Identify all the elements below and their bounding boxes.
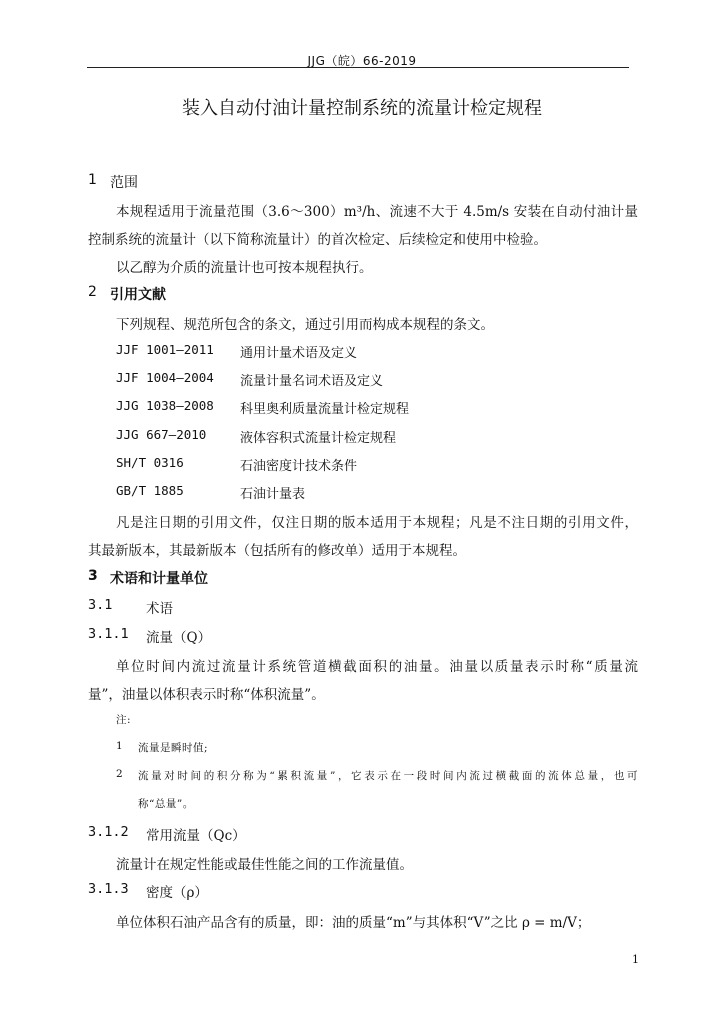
reference-title: 液体容积式流量计检定规程 <box>240 431 397 446</box>
reference-title: 通用计量术语及定义 <box>240 346 358 361</box>
section-1-heading: 范围 <box>110 175 138 191</box>
header-divider <box>87 67 629 68</box>
section-2-intro: 下列规程、规范所包含的条文，通过引用而构成本规程的条文。 <box>116 317 494 333</box>
note-2-text-line-2: 称“总量”。 <box>138 798 194 810</box>
section-2-number: 2 <box>88 284 97 300</box>
document-title: 装入自动付油计量控制系统的流量计检定规程 <box>182 98 542 119</box>
reference-code: SH/T 0316 <box>116 455 184 470</box>
section-3-1-heading: 术语 <box>146 601 173 617</box>
section-3-1-1-number: 3.1.1 <box>88 626 129 642</box>
section-3-1-1-definition-line-2: 量”，油量以体积表示时称“体积流量”。 <box>88 687 325 703</box>
section-3-1-3-definition: 单位体积石油产品含有的质量，即：油的质量“m”与其体积“V”之比 ρ = m/V； <box>116 915 591 931</box>
reference-code: JJG 667—2010 <box>116 427 207 442</box>
note-2-text-line-1: 流量对时间的积分称为“累积流量”，它表示在一段时间内流过横截面的流体总量，也可 <box>138 770 638 782</box>
section-3-1-3-heading: 密度（ρ） <box>146 885 208 901</box>
section-2-dating-note-line-2: 其最新版本，其最新版本（包括所有的修改单）适用于本规程。 <box>88 543 466 559</box>
note-1-text: 流量是瞬时值; <box>138 742 209 754</box>
section-3-1-2-number: 3.1.2 <box>88 824 129 840</box>
section-2-dating-note-line-1: 凡是注日期的引用文件，仅注日期的版本适用于本规程；凡是不注日期的引用文件， <box>116 515 638 531</box>
section-1-paragraph-2: 以乙醇为介质的流量计也可按本规程执行。 <box>116 260 373 276</box>
section-3-1-1-definition-line-1: 单位时间内流过流量计系统管道横截面积的油量。油量以质量表示时称“质量流 <box>116 659 638 675</box>
reference-code: JJF 1004—2004 <box>116 370 214 385</box>
note-2-number: 2 <box>116 768 124 780</box>
section-3-1-1-heading: 流量（Q） <box>146 630 212 646</box>
section-1-paragraph-line-2: 控制系统的流量计（以下简称流量计）的首次检定、后续检定和使用中检验。 <box>88 232 547 248</box>
note-label: 注: <box>116 714 132 726</box>
section-3-1-2-definition: 流量计在规定性能或最佳性能之间的工作流量值。 <box>116 857 413 873</box>
page-number: 1 <box>632 953 639 966</box>
reference-code: JJG 1038—2008 <box>116 398 214 413</box>
section-3-1-2-heading: 常用流量（Qc） <box>146 828 246 844</box>
section-1-number: 1 <box>88 172 97 188</box>
reference-title: 科里奥利质量流量计检定规程 <box>240 402 410 417</box>
reference-code: GB/T 1885 <box>116 483 184 498</box>
reference-title: 流量计量名词术语及定义 <box>240 374 384 389</box>
reference-title: 石油密度计技术条件 <box>240 459 358 474</box>
section-3-1-number: 3.1 <box>88 597 113 613</box>
standard-code-header: JJG（皖）66-2019 <box>307 54 417 68</box>
note-1-number: 1 <box>116 740 124 752</box>
section-1-paragraph-line-1: 本规程适用于流量范围（3.6～300）m³/h、流速不大于 4.5m/s 安装在自动付油计量 <box>116 204 638 220</box>
section-3-1-3-number: 3.1.3 <box>88 881 129 897</box>
reference-code: JJF 1001—2011 <box>116 342 214 357</box>
reference-title: 石油计量表 <box>240 487 306 502</box>
section-3-heading: 术语和计量单位 <box>110 571 208 587</box>
section-2-heading: 引用文献 <box>110 287 166 303</box>
section-3-number: 3 <box>88 568 98 584</box>
